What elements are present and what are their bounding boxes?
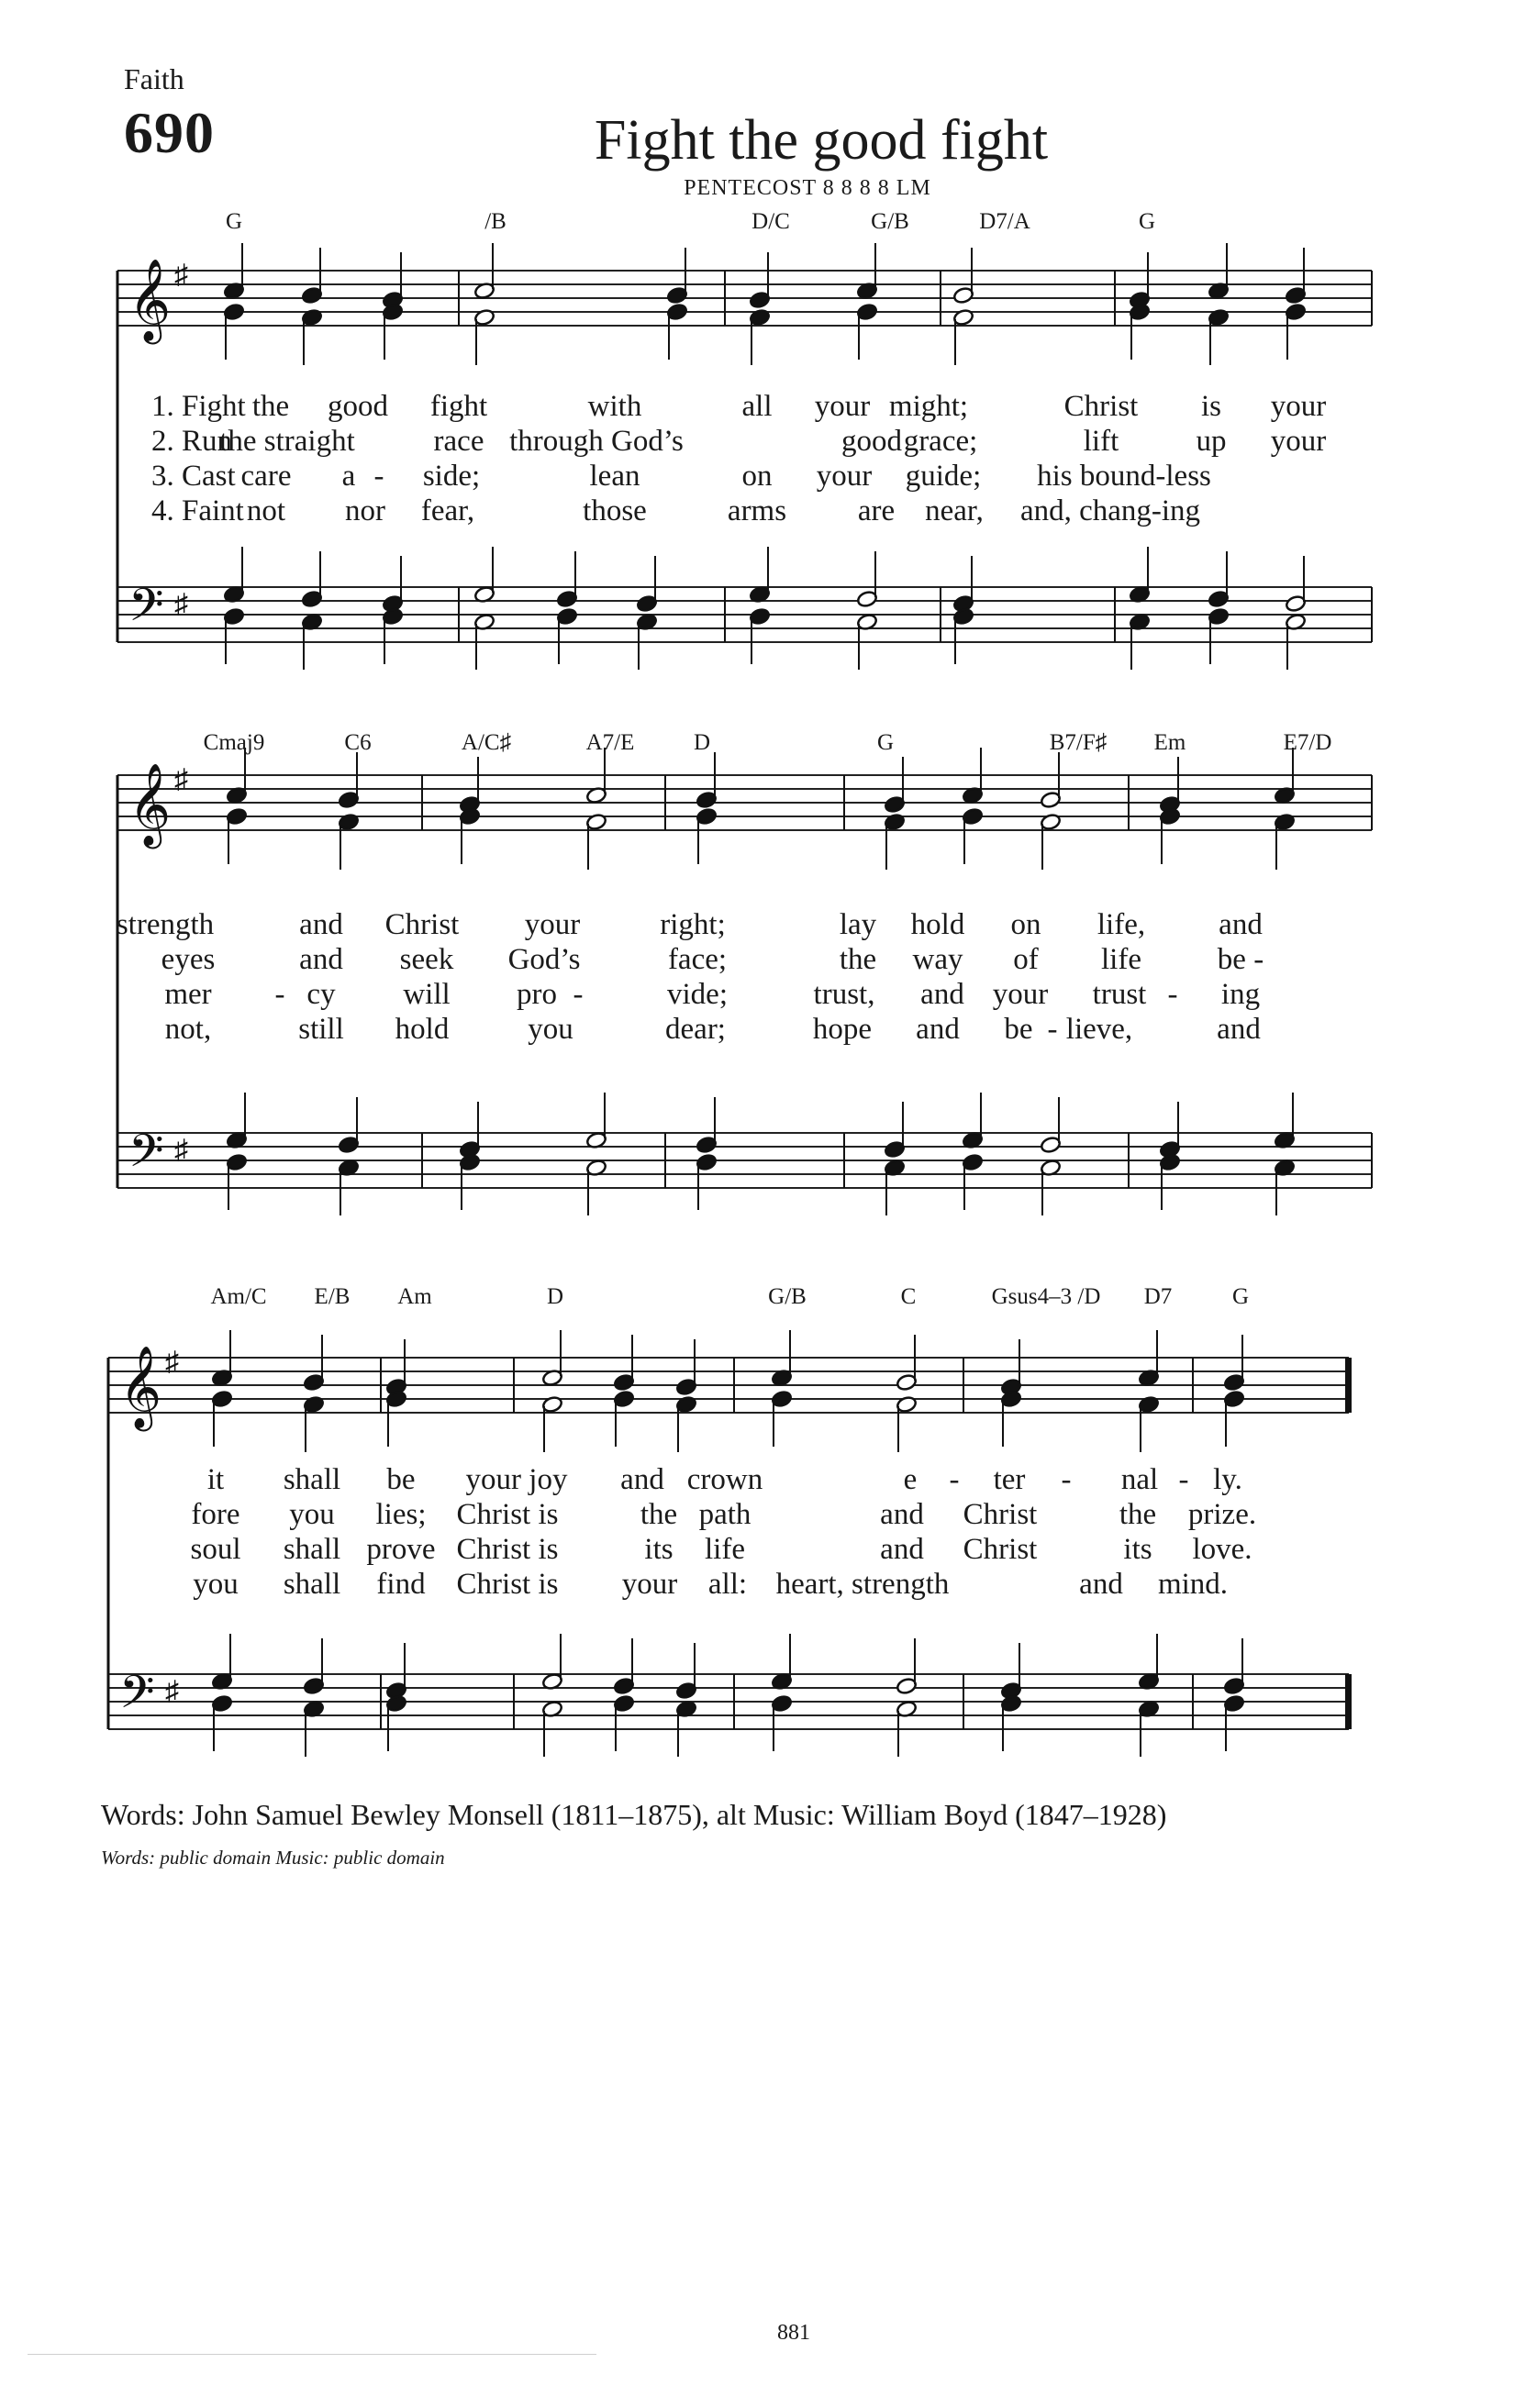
lyric-verse-4: still <box>298 1013 344 1046</box>
lyric-verse-1: your <box>1270 390 1327 423</box>
lyric-verse-1: your <box>524 908 581 941</box>
lyric-verse-3: trust <box>1092 978 1147 1011</box>
key-signature-sharp-icon: ♯ <box>165 1347 179 1377</box>
tune-name-meter: PENTECOST 8 8 8 8 LM <box>684 176 931 200</box>
lyric-verse-4: fear, <box>420 494 475 527</box>
lyric-verse-2: face; <box>667 943 728 976</box>
lyric-verse-2: seek <box>399 943 454 976</box>
lyric-verse-1: might; <box>888 390 969 423</box>
treble-clef-icon: 𝄞 <box>119 1346 162 1428</box>
chord-symbol: G <box>1138 209 1156 234</box>
lyric-verse-2: way <box>912 943 963 976</box>
treble-clef-icon: 𝄞 <box>128 259 172 341</box>
lyric-verse-3: ing <box>1220 978 1261 1011</box>
lyric-verse-3: Christ <box>963 1533 1038 1566</box>
lyric-verse-1: with <box>587 390 642 423</box>
lyric-verse-3: - <box>573 978 584 1011</box>
key-signature-sharp-icon: ♯ <box>165 1676 179 1706</box>
lyric-verse-1: fight <box>429 390 488 423</box>
lyric-verse-3: 3. Cast <box>151 460 236 493</box>
chord-symbol: D <box>546 1284 564 1309</box>
lyric-verse-4: not <box>246 494 286 527</box>
lyric-verse-1: crown <box>686 1463 763 1496</box>
lyric-verse-1: and <box>299 908 343 941</box>
lyric-verse-2: up <box>1196 425 1227 458</box>
lyric-verse-3: life <box>705 1533 745 1566</box>
lyric-verse-3: guide; <box>905 460 982 493</box>
chord-symbol: G <box>225 209 243 234</box>
lyric-verse-1: it <box>206 1463 225 1496</box>
lyric-verse-3: soul <box>190 1533 241 1566</box>
lyric-verse-1: your joy <box>465 1463 568 1496</box>
lyric-verse-1: hold <box>910 908 965 941</box>
lyric-verse-4: and <box>1217 1013 1261 1046</box>
lyric-verse-1: ter <box>993 1463 1026 1496</box>
chord-symbol: D/C <box>751 209 790 234</box>
lyric-verse-3: - <box>373 460 384 493</box>
lyric-verse-4: find <box>376 1568 426 1601</box>
lyric-verse-1: your <box>814 390 871 423</box>
key-signature-sharp-icon: ♯ <box>174 589 188 619</box>
treble-clef-icon: 𝄞 <box>128 763 172 846</box>
chord-symbol: E7/D <box>1283 730 1332 755</box>
chord-symbol: Cmaj9 <box>203 730 265 755</box>
lyric-verse-1: right; <box>660 908 726 941</box>
lyric-verse-3: shall <box>283 1533 341 1566</box>
scan-rule <box>28 2354 596 2355</box>
lyric-verse-3: trust, <box>813 978 875 1011</box>
lyric-verse-2: lies; <box>375 1498 427 1531</box>
lyric-verse-3: prove <box>366 1533 436 1566</box>
lyric-verse-1: nal <box>1120 1463 1159 1496</box>
copyright-line: Words: public domain Music: public domain <box>101 1847 445 1869</box>
lyric-verse-4: not, <box>164 1013 212 1046</box>
lyric-verse-2: Christ is <box>456 1498 559 1531</box>
key-signature-sharp-icon: ♯ <box>174 764 188 794</box>
lyric-verse-4: heart, strength <box>775 1568 950 1601</box>
lyric-verse-1: ly. <box>1213 1463 1242 1496</box>
lyric-verse-2: Christ <box>963 1498 1038 1531</box>
lyric-verse-3: and <box>920 978 964 1011</box>
key-signature-sharp-icon: ♯ <box>174 260 188 290</box>
lyric-verse-4: hold <box>395 1013 450 1046</box>
lyric-verse-2: 2. Run <box>151 425 233 458</box>
lyric-verse-3: - <box>274 978 285 1011</box>
chord-symbol: Gsus4–3 /D <box>991 1284 1101 1309</box>
lyric-verse-4: dear; <box>665 1013 726 1046</box>
lyric-verse-1: lay <box>839 908 877 941</box>
lyric-verse-4: and <box>1079 1568 1123 1601</box>
lyric-verse-3: its <box>1123 1533 1152 1566</box>
lyric-verse-3: Christ is <box>456 1533 559 1566</box>
lyric-verse-4: be <box>1004 1013 1033 1046</box>
lyric-verse-3: care <box>240 460 292 493</box>
lyric-verse-2: fore <box>191 1498 240 1531</box>
lyric-verse-3: your <box>816 460 873 493</box>
lyric-verse-1: shall <box>283 1463 341 1496</box>
lyric-verse-3: on <box>741 460 773 493</box>
chord-symbol: D7/A <box>979 209 1030 234</box>
lyric-verse-4: you <box>528 1013 573 1046</box>
lyric-verse-1: - <box>949 1463 960 1496</box>
hymn-number: 690 <box>124 100 215 165</box>
lyric-verse-4: Christ is <box>456 1568 559 1601</box>
lyric-verse-2: you <box>289 1498 335 1531</box>
lyric-verse-2: life <box>1101 943 1141 976</box>
lyric-verse-2: and <box>299 943 343 976</box>
lyric-verse-4: shall <box>283 1568 341 1601</box>
chord-symbol: G <box>876 730 895 755</box>
chord-symbol: A7/E <box>585 730 635 755</box>
chord-symbol: D7 <box>1143 1284 1173 1309</box>
lyric-verse-2: the <box>640 1498 678 1531</box>
lyric-verse-1: and <box>620 1463 664 1496</box>
lyric-verse-4: 4. Faint <box>151 494 244 527</box>
lyric-verse-2: eyes <box>161 943 216 976</box>
lyric-verse-2: the <box>839 943 877 976</box>
lyric-verse-1: e <box>903 1463 918 1496</box>
chord-symbol: Em <box>1153 730 1186 755</box>
lyric-verse-3: a <box>341 460 356 493</box>
lyric-verse-2: lift <box>1083 425 1119 458</box>
lyric-verse-4: nor <box>345 494 385 527</box>
lyric-verse-2: through God’s <box>509 425 684 458</box>
lyric-verse-4: lieve, <box>1065 1013 1133 1046</box>
lyric-verse-3: - <box>1167 978 1178 1011</box>
lyric-verse-2: race <box>433 425 484 458</box>
lyric-verse-1: good <box>328 390 388 423</box>
lyric-verse-3: mer <box>164 978 212 1011</box>
lyric-verse-2: the straight <box>219 425 355 458</box>
lyric-verse-3: love. <box>1192 1533 1252 1566</box>
lyric-verse-4: near, <box>925 494 984 527</box>
page-number: 881 <box>777 2321 810 2345</box>
lyric-verse-3: and <box>880 1533 924 1566</box>
lyric-verse-3: cy <box>306 978 336 1011</box>
lyric-verse-2: God’s <box>507 943 581 976</box>
lyric-verse-1: strength <box>116 908 215 941</box>
lyric-verse-4: mind. <box>1157 1568 1229 1601</box>
lyric-verse-3: his bound-less <box>1037 460 1211 493</box>
lyric-verse-2: of <box>1013 943 1039 976</box>
lyric-verse-4: are <box>857 494 896 527</box>
bass-clef-icon: 𝄢 <box>119 1666 155 1730</box>
lyric-verse-3: will <box>403 978 451 1011</box>
chord-symbol: B7/F♯ <box>1049 730 1108 755</box>
lyric-verse-4: those <box>583 494 647 527</box>
lyric-verse-1: life, <box>1097 908 1146 941</box>
lyric-verse-3: vide; <box>667 978 728 1011</box>
lyric-verse-1: the <box>251 390 290 423</box>
lyric-verse-2: prize. <box>1187 1498 1257 1531</box>
lyric-verse-1: all <box>741 390 773 423</box>
lyric-verse-1: Christ <box>1063 390 1139 423</box>
lyric-verse-4: all: <box>707 1568 748 1601</box>
chord-symbol: C6 <box>344 730 372 755</box>
credits-line: Words: John Samuel Bewley Monsell (1811–1875), alt Music: William Boyd (1847–1928) <box>101 1798 1167 1831</box>
lyric-verse-3: its <box>644 1533 674 1566</box>
lyric-verse-2: your <box>1270 425 1327 458</box>
lyric-verse-4: - <box>1047 1013 1058 1046</box>
final-bar-line <box>1345 1358 1352 1413</box>
chord-symbol: C <box>900 1284 917 1309</box>
lyric-verse-1: on <box>1010 908 1041 941</box>
chord-symbol: Am/C <box>210 1284 267 1309</box>
lyric-verse-1: is <box>1200 390 1222 423</box>
chord-symbol: /B <box>484 209 507 234</box>
chord-symbol: E/B <box>314 1284 351 1309</box>
lyric-verse-2: path <box>698 1498 751 1531</box>
chord-symbol: D <box>693 730 711 755</box>
lyric-verse-3: side; <box>422 460 481 493</box>
bass-clef-icon: 𝄢 <box>128 579 164 643</box>
lyric-verse-3: your <box>992 978 1049 1011</box>
lyric-verse-1: - <box>1178 1463 1189 1496</box>
lyric-verse-4: you <box>193 1568 239 1601</box>
lyric-verse-2: grace; <box>903 425 978 458</box>
key-signature-sharp-icon: ♯ <box>174 1135 188 1165</box>
lyric-verse-1: be <box>386 1463 416 1496</box>
lyric-verse-2: the <box>1119 1498 1157 1531</box>
lyric-verse-4: and <box>916 1013 960 1046</box>
lyric-verse-3: lean <box>589 460 640 493</box>
hymn-title: Fight the good fight <box>594 109 1049 172</box>
lyric-verse-4: arms <box>727 494 787 527</box>
chord-symbol: A/C♯ <box>461 730 512 755</box>
lyric-verse-3: pro <box>517 978 557 1011</box>
section-label: Faith <box>124 62 184 95</box>
lyric-verse-4: hope <box>812 1013 873 1046</box>
lyric-verse-2: and <box>880 1498 924 1531</box>
final-bar-line <box>1345 1674 1352 1729</box>
lyric-verse-2: be - <box>1217 943 1264 976</box>
chord-symbol: G/B <box>768 1284 807 1309</box>
bass-clef-icon: 𝄢 <box>128 1125 164 1189</box>
lyric-verse-4: and, chang-ing <box>1019 494 1201 527</box>
chord-symbol: G/B <box>871 209 909 234</box>
lyric-verse-1: Christ <box>384 908 460 941</box>
chord-symbol: Am <box>397 1284 432 1309</box>
lyric-verse-1: and <box>1219 908 1263 941</box>
lyric-verse-2: good <box>841 425 902 458</box>
lyric-verse-1: 1. Fight <box>151 390 246 423</box>
lyric-verse-1: - <box>1061 1463 1072 1496</box>
lyric-verse-4: your <box>621 1568 678 1601</box>
chord-symbol: G <box>1231 1284 1250 1309</box>
